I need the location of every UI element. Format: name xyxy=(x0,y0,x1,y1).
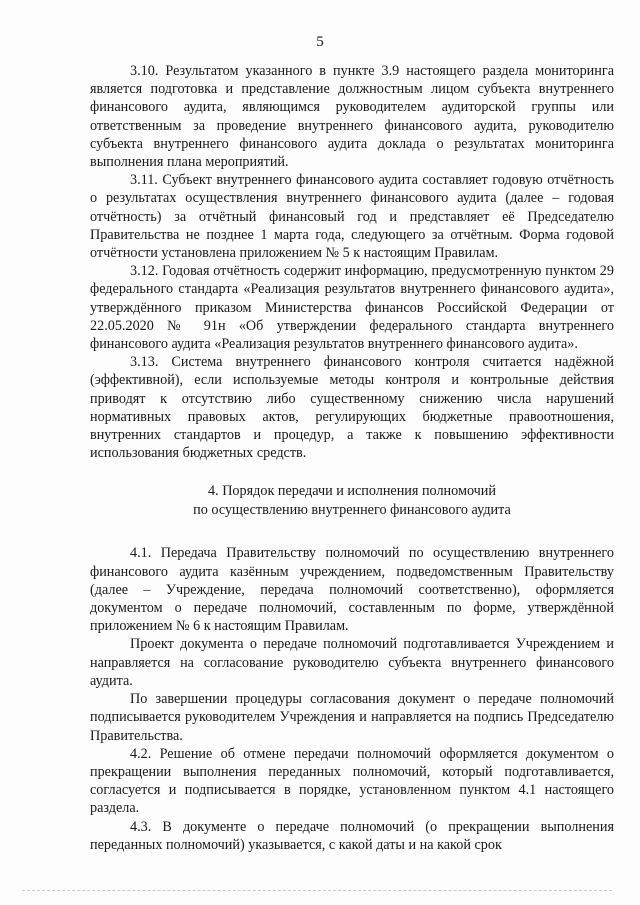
paragraph-3-10: 3.10. Результатом указанного в пункте 3.9 настоящего раздела мониторинга является подготовка и представление должностным лицом субъекта внутреннего финансового аудита, являющимся руководителем аудиторской группы или ответственным за проведение внутреннего финансового аудита, руководителю субъекта внутреннего финансового аудита доклада о результатах мониторинга выполнения плана мероприятий. xyxy=(90,63,614,171)
paragraph-4-2: 4.2. Решение об отмене передачи полномочий оформляется документом о прекращении выполнения переданных полномочий, который подготавливается, согласуется и подписывается в порядке, установленном пунктом 4.1 настоящего раздела. xyxy=(90,745,614,817)
paragraph-4-1-signing: По завершении процедуры согласования документ о передаче полномочий подписывается руководителем Учреждения и направляется на подпись Председателю Правительства. xyxy=(90,691,614,744)
paragraph-3-13: 3.13. Система внутреннего финансового контроля считается надёжной (эффективной), если используемые методы контроля и контрольные действия приводят к отсутствию либо существенному снижению числа нарушений нормативных правовых актов, регулирующих бюджетные правоотношения, внутренних стандартов и процедур, а также к повышению эффективности использования бюджетных средств. xyxy=(90,354,614,462)
scan-edge-line xyxy=(22,890,612,891)
paragraph-4-1-draft: Проект документа о передаче полномочий подготавливается Учреждением и направляется на согласование руководителю субъекта внутреннего финансового аудита. xyxy=(90,636,614,689)
paragraph-3-12: 3.12. Годовая отчётность содержит информацию, предусмотренную пунктом 29 федерального стандарта «Реализация результатов внутреннего финансового аудита», утверждённого приказом Министерства финансов Российской Федерации от 22.05.2020 № 91н «Об утверждении федерального стандарта внутреннего финансового аудита «Реализация результатов внутреннего финансового аудита». xyxy=(90,263,614,353)
section-heading-line-2: по осуществлению внутреннего финансового аудита xyxy=(193,502,511,519)
paragraph-3-11: 3.11. Субъект внутреннего финансового аудита составляет годовую отчётность о результатах осуществления внутреннего финансового аудита (далее – годовая отчётность) за отчётный финансовый год и представляет её Председателю Правительства не позднее 1 марта года, следующего за отчётным. Форма годовой отчётности установлена приложением № 5 к настоящим Правилам. xyxy=(90,172,614,262)
paragraph-4-1: 4.1. Передача Правительству полномочий по осуществлению внутреннего финансового аудита казённым учреждением, подведомственным Правительству (далее – Учреждение, передача полномочий соответственно), оформляется документом о передаче полномочий, составленным по форме, утверждённой приложением № 6 к настоящим Правилам. xyxy=(90,545,614,635)
paragraph-4-3: 4.3. В документе о передаче полномочий (о прекращении выполнения переданных полномочий) указывается, с какой даты и на какой срок xyxy=(90,818,614,853)
page-number: 5 xyxy=(316,34,324,50)
section-heading-line-1: 4. Порядок передачи и исполнения полномочий xyxy=(208,483,496,500)
section-heading xyxy=(90,482,614,520)
document-body xyxy=(90,62,614,854)
